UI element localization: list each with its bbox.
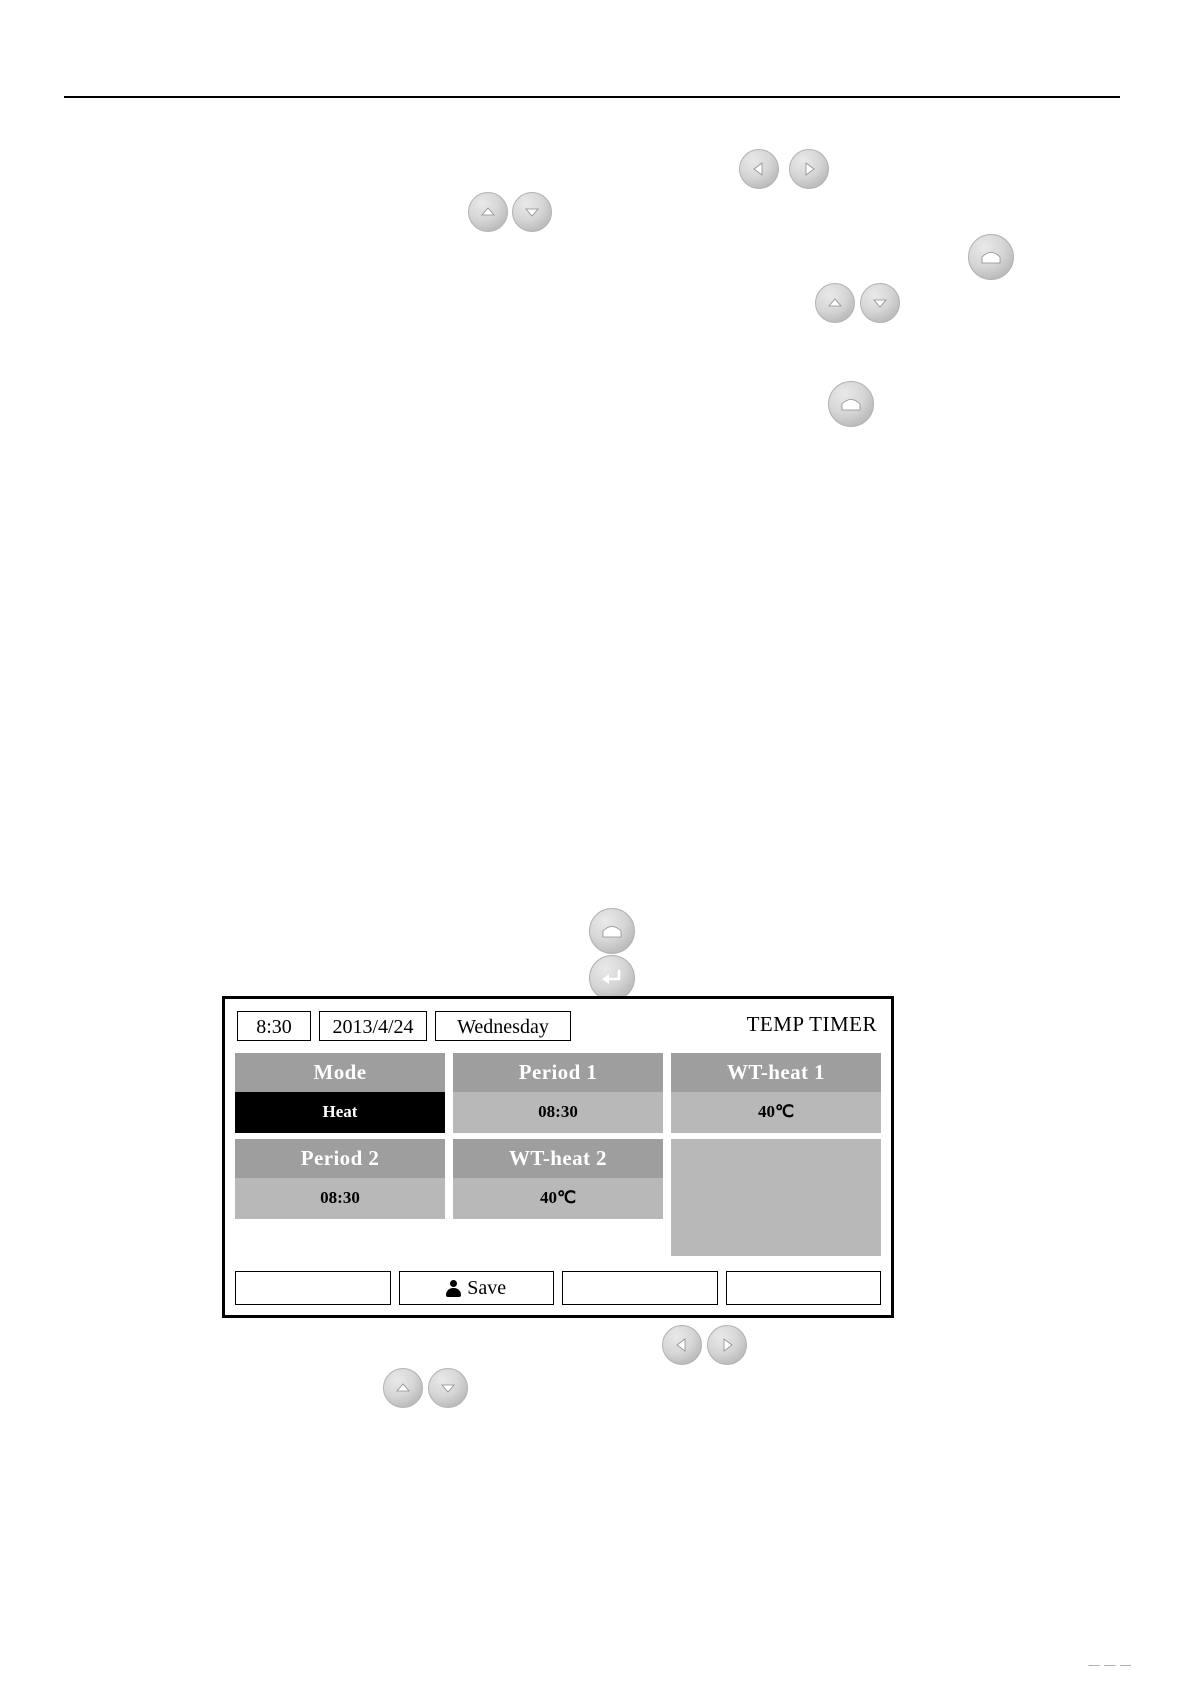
up-arrow-icon-2[interactable]: [815, 283, 855, 323]
cell-mode-header: Mode: [235, 1053, 445, 1092]
device-status-bar: [235, 1009, 881, 1043]
footer-mark: — — —: [1088, 1659, 1132, 1671]
status-weekday: Wednesday: [435, 1011, 571, 1041]
cell-wt-heat-1-value[interactable]: 40℃: [671, 1092, 881, 1133]
right-arrow-icon-1[interactable]: [789, 149, 829, 189]
cell-period-1-header: Period 1: [453, 1053, 663, 1092]
softkey-1[interactable]: [235, 1271, 391, 1305]
cell-period-1[interactable]: [453, 1053, 663, 1133]
left-arrow-icon-1[interactable]: [739, 149, 779, 189]
cell-wt-heat-1-header: WT-heat 1: [671, 1053, 881, 1092]
cell-empty-body: [671, 1176, 881, 1256]
softkey-3[interactable]: [562, 1271, 718, 1305]
save-icon: [446, 1280, 461, 1297]
cell-wt-heat-2-value[interactable]: 40℃: [453, 1178, 663, 1219]
right-arrow-icon-2[interactable]: [707, 1325, 747, 1365]
status-time: 8:30: [237, 1011, 311, 1041]
left-arrow-icon-2[interactable]: [662, 1325, 702, 1365]
up-arrow-icon-1[interactable]: [468, 192, 508, 232]
cell-period-2-value[interactable]: 08:30: [235, 1178, 445, 1219]
home-icon-1[interactable]: [968, 234, 1014, 280]
softkey-save[interactable]: [399, 1271, 555, 1305]
cell-empty-header: [671, 1139, 881, 1176]
home-icon-3[interactable]: [589, 908, 635, 954]
home-icon-2[interactable]: [828, 381, 874, 427]
cell-mode-value[interactable]: Heat: [235, 1092, 445, 1133]
parameter-grid: [235, 1053, 881, 1219]
softkey-bar: [235, 1271, 881, 1305]
status-date: 2013/4/24: [319, 1011, 427, 1041]
screen-title: TEMP TIMER: [746, 1012, 877, 1036]
cell-period-1-value[interactable]: 08:30: [453, 1092, 663, 1133]
softkey-4[interactable]: [726, 1271, 882, 1305]
cell-empty: [671, 1139, 881, 1219]
device-screen: [222, 996, 894, 1318]
down-arrow-icon-2[interactable]: [860, 283, 900, 323]
cell-wt-heat-2-header: WT-heat 2: [453, 1139, 663, 1178]
softkey-save-label: Save: [467, 1276, 507, 1299]
down-arrow-icon-3[interactable]: [428, 1368, 468, 1408]
cell-period-2-header: Period 2: [235, 1139, 445, 1178]
down-arrow-icon-1[interactable]: [512, 192, 552, 232]
enter-icon-1[interactable]: [589, 955, 635, 1001]
cell-wt-heat-1[interactable]: [671, 1053, 881, 1133]
up-arrow-icon-3[interactable]: [383, 1368, 423, 1408]
cell-mode[interactable]: [235, 1053, 445, 1133]
header-divider: [64, 96, 1120, 98]
cell-period-2[interactable]: [235, 1139, 445, 1219]
cell-wt-heat-2[interactable]: [453, 1139, 663, 1219]
